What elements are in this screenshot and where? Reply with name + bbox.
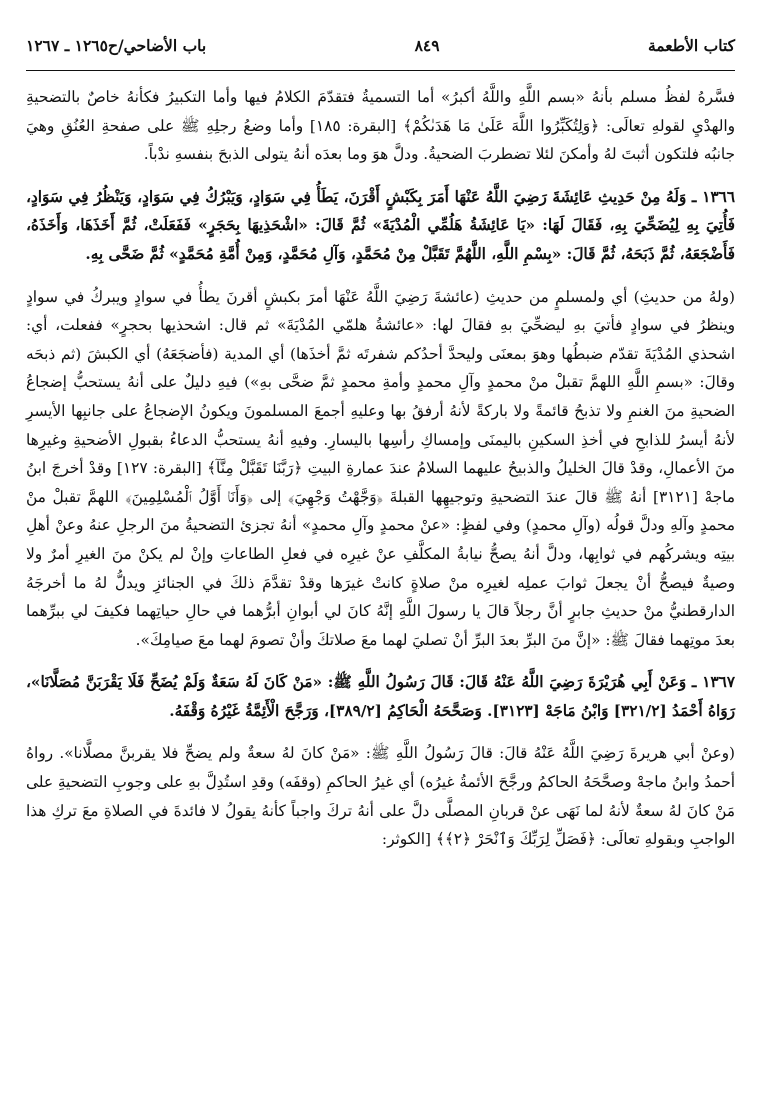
hadith-text: ـ وَعَنْ أَبِي هُرَيْرَةَ رَضِيَ اللَّهُ عَنْهُ قَالَ: قَالَ رَسُولُ اللَّهِ ﷺ: «مَنْ كَانَ لَهُ سَعَةٌ وَلَمْ يُضَحِّ فَلَا يَقْرَبَنَّ مُصَلَّانَا»، رَوَاهُ أَحْمَدُ [٣٢١/٢] وَابْنُ مَاجَهْ [٣١٢٣]. وَصَحَّحَهُ الْحَاكِمُ [٣٨٩/٢]، وَرَجَّحَ الْأَئِمَّةُ غَيْرُهُ وَقْفَهُ. [26,673,735,720]
hadith-paragraph [26,668,735,725]
commentary-paragraph: فسَّرهُ لفظُ مسلم بأنهُ «بسم اللَّهِ واللَّهُ أكبرُ» أما التسميةُ فتقدّمَ الكلامُ فيها وأما التكبيرُ فكأنهُ خاصٌ بالتضحيةِ والهدْيِ لقولهِ تعالَى: ﴿وَلِتُكَبِّرُوا اللَّهَ عَلَىٰ مَا هَدَىٰكُمْ﴾ [البقرة: ١٨٥] وأما وضعُ رجلِهِ ﷺ على صفحةِ العُنُقِ وهيَ جانبُه فلتكون أثبتَ لهُ وأمكنَ لئلا تضطربَ الضحيةُ. ودلَّ هوَ وما بعدَه أنهُ يتولى الذبحَ بنفسهِ ندْباً. [26,88,735,164]
hadith-paragraph [26,183,735,269]
hadith-text: ـ وَلَهُ مِنْ حَدِيثِ عَائِشَةَ رَضِيَ اللَّهُ عَنْهَا أَمَرَ بِكَبْشٍ أَقْرَنَ، يَطَأُ فِي سَوَادٍ، وَيَبْرُكُ فِي سَوَادٍ، وَيَنْظُرُ فِي سَوَادٍ، فَأُتِيَ بِهِ لِيُضَحِّيَ بِهِ، فَقَالَ لَهَا: «يَا عَائِشَةُ هَلُمِّي الْمُدْيَةَ» ثُمَّ قَالَ: «اشْحَذِيهَا بِحَجَرٍ» فَفَعَلَتْ، ثُمَّ أَخَذَهَا، وَأَخَذَهُ، فَأَضْجَعَهُ، ثُمَّ ذَبَحَهُ، ثُمَّ قَالَ: «بِسْمِ اللَّهِ، اللَّهُمَّ تَقَبَّلْ مِنْ مُحَمَّدٍ، وَآلِ مُحَمَّدٍ، وَمِنْ أُمَّةِ مُحَمَّدٍ» ثُمَّ ضَحَّى بِهِ. [26,187,735,263]
commentary-paragraph: (ولهُ من حديثِ) أي ولمسلمٍ من حديثِ (عائشةَ رَضِيَ اللَّهُ عَنْهَا أمرَ بكبشٍ أقرنَ يطأُ في سوادٍ ويبركُ في سوادٍ وينظرُ في سوادٍ فأتيَ بهِ ليضحِّيَ بهِ فقالَ لها: «عائشةُ هلمّي المُدْيَةَ» ثم قال: اشحذيها بحجرٍ» ففعلت، أي: اشحذي المُدْيَةَ تقدّم ضبطُها وهوَ بمعنَى وليحدَّ أحدُكم شفرتَه ثمَّ أخذَها) أي المدية (فأضجَعَهُ) أي الكبشَ (ثم ذبحَه وقالَ: «بسمِ اللَّهِ اللهمَّ تقبلْ منْ محمدٍ وآلِ محمدٍ وأمةِ محمدٍ ثمَّ ضحَّى بهِ») فيهِ دليلٌ على أنهُ يستحبُّ إضجاعُ الضحيةِ منَ الغنمِ ولا تذبحُ قائمةً ولا باركةً لأنهُ أرفقُ بها وعليهِ أجمعَ المسلمونَ ويكونُ الإضجاعُ على جانبِها الأيسرِ لأنهُ أيسرُ للذابحِ في أخذِ السكينِ باليمنَى وإمساكِ رأسِها باليسارِ. وفيهِ أنهُ يستحبُّ الدعاءُ بقبولِ الأضحيةِ وغيرِها منَ الأعمالِ، وقدْ قالَ الخليلُ والذبيحُ عليهما السلامُ عندَ عمارةِ البيتِ ﴿رَبَّنَا تَقَبَّلْ مِنَّآ﴾ [البقرة: ١٢٧] وقدْ أخرجَ ابنُ ماجهْ [٣١٢١] أنهُ ﷺ قالَ عندَ التضحيةِ وتوجيهِها القبلةَ ﴿وَجَّهْتُ وَجْهِيَ﴾ إلى ﴿وَأَنَا۠ أَوَّلُ ٱلْمُسْلِمِينَ﴾ اللهمَّ تقبلْ منْ محمدٍ وآلهِ ودلَّ قولُه (وآلِ محمدٍ) وفي لفظٍ: «عنْ محمدٍ وآلِ محمدٍ» أنهُ تجزئ التضحيةُ منَ الرجلِ عنهُ وعنْ أهلِ بيتِه ويشركُهم في ثوابِها، ودلَّ أنهُ يصحُّ نيابةُ المكلَّفِ عنْ غيرِه في فعلِ الطاعاتِ وإنْ لم يكنْ منَ الغيرِ أمرٌ ولا وصيةٌ فيصحُّ أنْ يجعلَ ثوابَ عملِه لغيرِه منْ صلاةٍ كانتْ غيرَها وقدْ تقدَّمَ ذلكَ في الجنائزِ ويدلُّ لهُ ما أخرجَهُ الدارقطنيُّ منْ حديثِ جابرٍ أنَّ رجلاً قالَ يا رسولَ اللَّهِ إنَّهُ كانَ لي أبوانِ أبرُّهما في حالِ حياتِهما فكيفَ لي ببرِّهما بعدَ موتِهما فقالَ ﷺ: «إنَّ منَ البرِّ بعدَ البرِّ أنْ تصليَ لهما معَ صلاتكَ وأنْ تصومَ لهما معَ صيامِكَ». [26,287,736,649]
hadith-number: ١٣٦٦ [702,187,735,206]
header-rule [26,70,735,71]
book-title: كتاب الأطعمة [648,36,735,55]
page-number: ٨٤٩ [414,36,440,55]
running-header [26,36,735,70]
commentary-paragraph: (وعنْ أبي هريرةَ رَضِيَ اللَّهُ عَنْهُ قالَ: قالَ رَسُولُ اللَّهِ ﷺ: «مَنْ كانَ لهُ سعةٌ ولم يضحِّ فلا يقربنَّ مصلَّانا». رواهُ أحمدُ وابنُ ماجهْ وصحَّحَهُ الحاكمُ ورجَّحَ الأئمةُ غيرُه) أي غيرُ الحاكمِ (وقفَه) وقدِ استُدِلَّ بهِ على وجوبِ التضحيةِ على مَنْ كانَ لهُ سعةٌ لأنهُ لما نَهَى عنْ قربانِ المصلَّى دلَّ على أنهُ تركَ واجباً كأنهُ يقولُ لا فائدةَ في الصلاةِ معَ تركِ هذا الواجبِ وبقولهِ تعالَى: ﴿فَصَلِّ لِرَبِّكَ وَٱنْحَرْ ﴿٢﴾﴾ [الكوثر: [26,744,735,849]
chapter-title: باب الأضاحي/ح١٢٦٥ ـ ١٢٦٧ [26,36,207,55]
hadith-number: ١٣٦٧ [702,673,735,692]
